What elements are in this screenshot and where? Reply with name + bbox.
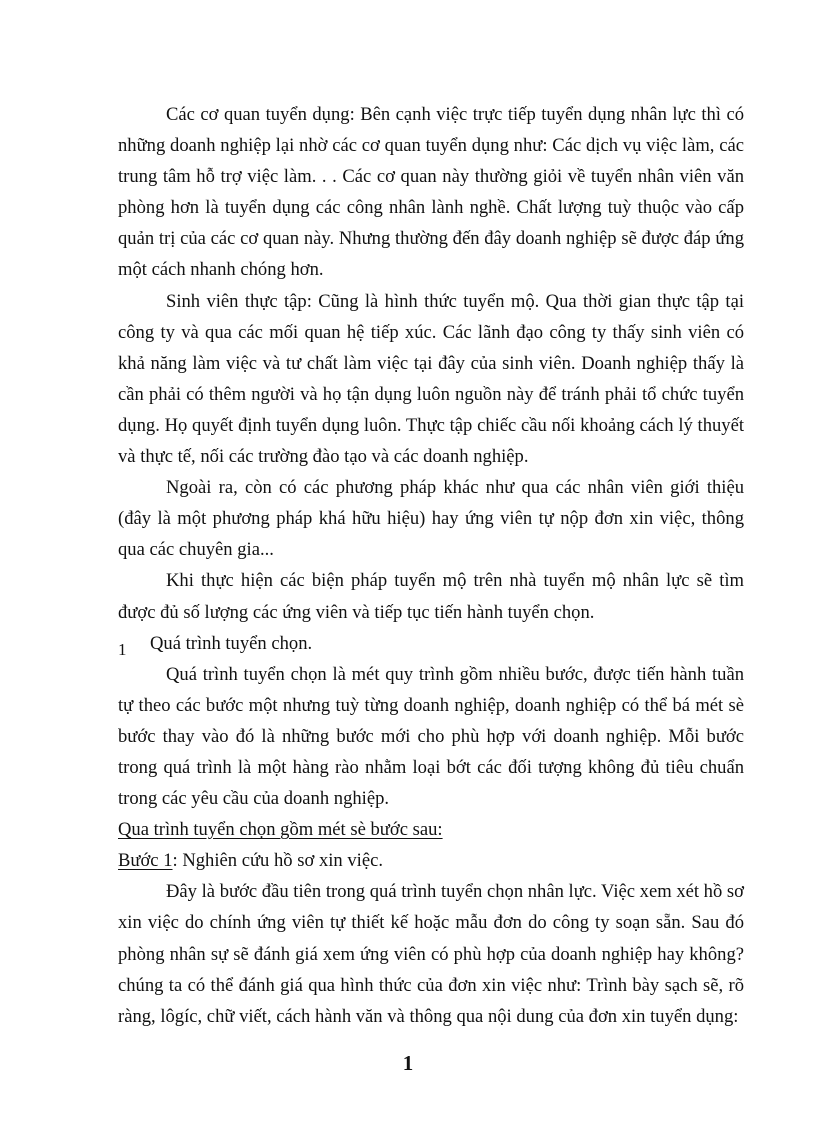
page-number: 1 bbox=[402, 1051, 414, 1075]
paragraph-intern-students: Sinh viên thực tập: Cũng là hình thức tuyển mộ. Qua thời gian thực tập tại công ty và qua các mối quan hệ tiếp xúc. Các lãnh đạo công ty thấy sinh viên có khả năng làm việc và tư chất làm việc tại đây của sinh viên. Doanh nghiệp thấy là cần phải có thêm người và họ tận dụng luôn nguồn này để tránh phải tổ chức tuyển dụng. Họ quyết định tuyển dụng luôn. Thực tập chiếc cầu nối khoảng cách lý thuyết và thực tế, nối các trường đào tạo và các doanh nghiệp. bbox=[118, 290, 744, 468]
steps-heading-text: Qua trình tuyển chọn gồm mét sè bước sau: bbox=[118, 819, 443, 841]
section-heading bbox=[118, 628, 744, 659]
paragraph-application-review: Đây là bước đầu tiên trong quá trình tuyển chọn nhân lực. Việc xem xét hồ sơ xin việc do chính ứng viên tự thiết kế hoặc mẫu đơn do công ty soạn sẵn. Sau đó phòng nhân sự sẽ đánh giá xem ứng viên có phù hợp của doanh nghiệp hay không? chúng ta có thể đánh giá qua hình thức của đơn xin việc như: Trình bày sạch sẽ, rõ ràng, lôgíc, chữ viết, cách hành văn và thông qua nội dung của đơn xin tuyển dụng: bbox=[118, 881, 744, 1027]
paragraph-recruitment-agencies: Các cơ quan tuyển dụng: Bên cạnh việc trực tiếp tuyển dụng nhân lực thì có những doanh nghiệp lại nhờ các cơ quan tuyển dụng như: Các dịch vụ việc làm, các trung tâm hỗ trợ việc làm. . . Các cơ quan này thường giỏi về tuyển nhân viên văn phòng hơn là tuyển dụng các công nhân lành nghề. Chất lượng tuỳ thuộc vào cấp quản trị của các cơ quan này. Nhưng thường đến đây doanh nghiệp sẽ được đáp ứng một cách nhanh chóng hơn. bbox=[118, 104, 744, 281]
step-1-heading bbox=[118, 845, 744, 876]
paragraph-other-methods: Ngoài ra, còn có các phương pháp khác như qua các nhân viên giới thiệu (đây là một phương pháp khá hữu hiệu) hay ứng viên tự nộp đơn xin việc, thông qua các chuyên gia... bbox=[118, 477, 744, 561]
step-1-text: : Nghiên cứu hồ sơ xin việc. bbox=[172, 850, 383, 872]
step-1-label: Bước 1 bbox=[118, 850, 173, 872]
document-body bbox=[118, 99, 744, 1032]
section-title: Quá trình tuyển chọn. bbox=[150, 632, 313, 654]
paragraph-selection-process: Quá trình tuyển chọn là mét quy trình gồm nhiều bước, được tiến hành tuần tự theo các bước một nhưng tuỳ từng doanh nghiệp, doanh nghiệp có thể bá mét sè bước thay vào đó là những bước mới cho phù hợp với doanh nghiệp. Mỗi bước trong quá trình là một hàng rào nhằm loại bớt các đối tượng không đủ tiêu chuẩn trong các yêu cầu của doanh nghiệp. bbox=[118, 663, 744, 810]
paragraph-recruitment-result: Khi thực hiện các biện pháp tuyển mộ trên nhà tuyển mộ nhân lực sẽ tìm được đủ số lượng các ứng viên và tiếp tục tiến hành tuyển chọn. bbox=[118, 570, 744, 623]
steps-heading bbox=[118, 814, 744, 845]
section-number: 1 bbox=[118, 639, 127, 659]
